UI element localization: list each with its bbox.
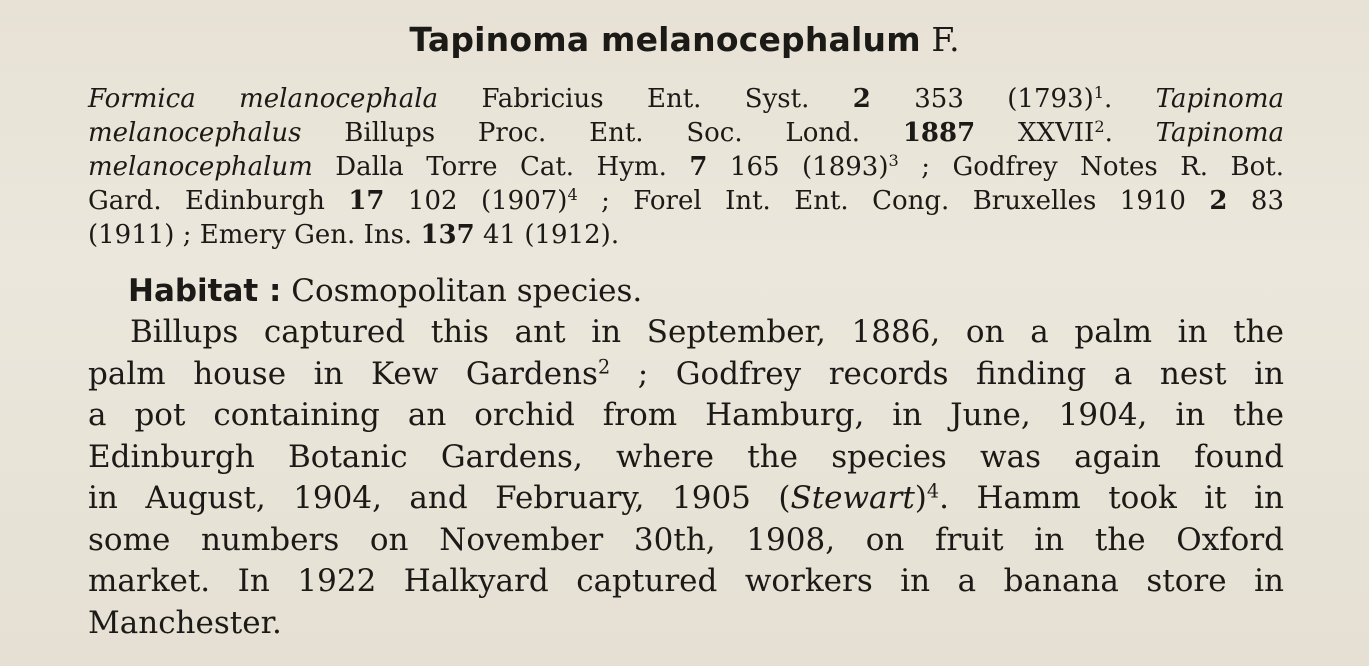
taxon-name: melanocephalum xyxy=(88,152,313,182)
citation-text: 102 (1907) xyxy=(384,186,568,216)
reference-number: 4 xyxy=(926,479,940,503)
species-name: Tapinoma melanocephalum xyxy=(409,20,921,59)
taxon-name: melanocephalus xyxy=(88,118,302,148)
synonymy-line xyxy=(88,218,1284,252)
body-line: Manchester. xyxy=(88,604,282,641)
citation-text: 41 (1912). xyxy=(474,220,620,250)
body-line xyxy=(88,478,1284,520)
volume-number: 137 xyxy=(420,220,475,250)
synonymy-paragraph xyxy=(88,82,1284,252)
volume-number: 7 xyxy=(689,152,708,182)
taxon-name: Tapinoma xyxy=(1155,84,1284,114)
body-text: in August, 1904, and February, 1905 ( xyxy=(88,480,791,516)
citation-text: . xyxy=(1103,84,1113,114)
reference-number: 2 xyxy=(597,354,611,378)
reference-number: 2 xyxy=(1094,117,1105,137)
habitat-line xyxy=(128,270,642,312)
synonymy-line xyxy=(88,116,1284,150)
body-line: market. In 1922 Halkyard captured workers in a banana store in xyxy=(88,563,1284,599)
volume-number: 2 xyxy=(1209,186,1228,216)
body-line: Billups captured this ant in September, 1886, on a palm in the xyxy=(130,314,1284,350)
citation-text: Fabricius Ent. Syst. xyxy=(438,84,853,114)
volume-number: 17 xyxy=(348,186,385,216)
body-text: ; Godfrey records finding a nest in xyxy=(610,355,1284,392)
reference-number: 4 xyxy=(567,185,578,205)
synonymy-line xyxy=(88,184,1284,218)
volume-number: 1887 xyxy=(902,118,976,148)
species-heading xyxy=(0,18,1369,62)
taxon-name: Formica melanocephala xyxy=(88,84,439,114)
body-line xyxy=(88,354,1284,396)
body-line: a pot containing an orchid from Hamburg, in June, 1904, in the xyxy=(88,397,1284,433)
body-paragraph xyxy=(88,312,1284,644)
body-text: palm house in Kew Gardens xyxy=(88,355,598,392)
citation-text: . xyxy=(1104,118,1113,148)
reference-number: 3 xyxy=(888,151,899,171)
citation-text: XXVII xyxy=(975,118,1095,148)
citation-text: 83 xyxy=(1227,186,1284,216)
habitat-text: Cosmopolitan species. xyxy=(281,273,643,309)
body-line: Edinburgh Botanic Gardens, where the species was again found xyxy=(88,438,1284,475)
reference-number: 1 xyxy=(1093,83,1104,103)
citation-text: 353 (1793) xyxy=(870,84,1094,114)
citation-text: (1911) ; Emery Gen. Ins. xyxy=(88,220,421,250)
citation-text: ; Godfrey Notes R. Bot. xyxy=(898,152,1284,182)
synonymy-line xyxy=(88,82,1284,116)
citation-text: 165 (1893) xyxy=(707,152,889,182)
bleed-through-shadow xyxy=(150,0,1250,12)
synonymy-line xyxy=(88,150,1284,184)
citation-text: Billups Proc. Ent. Soc. Lond. xyxy=(301,118,903,148)
habitat-label: Habitat : xyxy=(128,273,282,309)
volume-number: 2 xyxy=(852,84,871,114)
body-text: . Hamm took it in xyxy=(939,480,1284,516)
body-text: ) xyxy=(914,480,927,516)
species-author: F. xyxy=(931,20,960,59)
collector-name: Stewart xyxy=(790,480,915,516)
taxon-name: Tapinoma xyxy=(1155,118,1284,148)
citation-text: Gard. Edinburgh xyxy=(88,186,349,216)
citation-text: Dalla Torre Cat. Hym. xyxy=(312,152,690,182)
body-line: some numbers on November 30th, 1908, on fruit in the Oxford xyxy=(88,521,1284,558)
citation-text: ; Forel Int. Ent. Cong. Bruxelles 1910 xyxy=(577,186,1210,216)
